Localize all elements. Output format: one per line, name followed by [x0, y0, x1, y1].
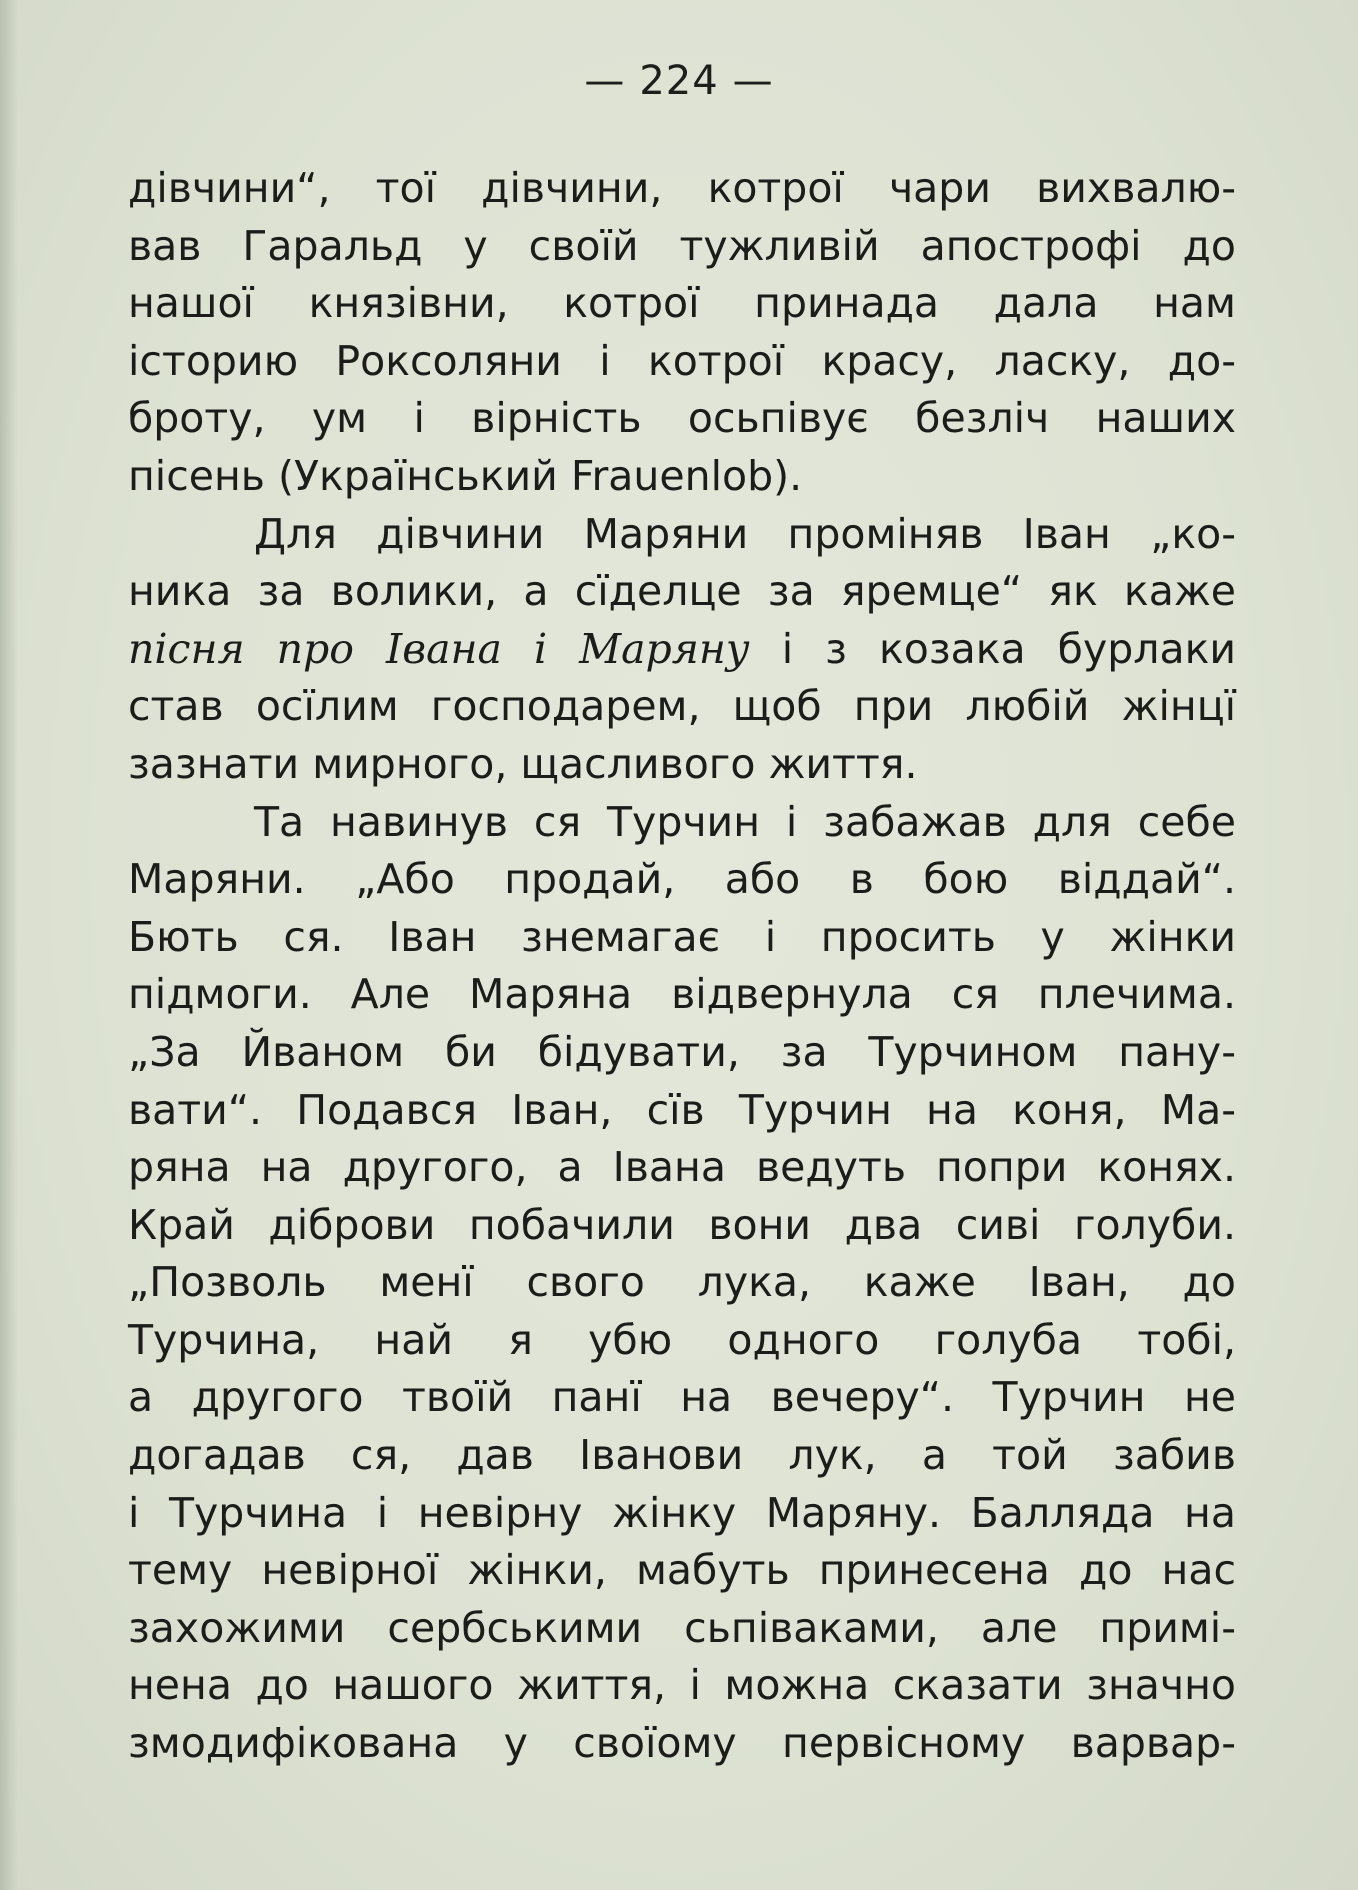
- text-line: нена до нашого життя, і можна сказати значно: [128, 1661, 1236, 1710]
- page-edge-shadow: [0, 0, 18, 1890]
- page-number: 224: [639, 58, 719, 104]
- page-number-dash-right: —: [732, 58, 774, 104]
- text-line: Край діброви побачили вони два сиві голуби.: [128, 1200, 1236, 1249]
- text-line: пісень (Український Frauenlob).: [128, 451, 803, 500]
- text-line: Бють ся. Іван знемагає і просить у жінки: [128, 912, 1236, 961]
- text-line: „Позволь менї свого лука, каже Іван, до: [128, 1258, 1236, 1307]
- text-line-with-title: [128, 621, 1236, 679]
- text-line: Для дівчини Маряни проміняв Іван „ко-: [254, 509, 1236, 558]
- text-line: а другого твоїй панї на вечеру“. Турчин не: [128, 1373, 1236, 1422]
- text-line: броту, ум і вірність осьпівує безліч наших: [128, 394, 1236, 443]
- text-line: Маряни. „Або продай, або в бою віддай“.: [128, 855, 1236, 904]
- text-line: підмоги. Але Маряна відвернула ся плечима.: [128, 970, 1236, 1019]
- text-line-rest: і з козака бурлаки: [781, 624, 1236, 673]
- body-text: [128, 160, 1236, 1773]
- text-line: тему невірної жінки, мабуть принесена до нас: [128, 1546, 1236, 1595]
- text-line: зазнати мирного, щасливого життя.: [128, 739, 918, 788]
- text-line: історию Роксоляни і котрої красу, ласку, до-: [128, 336, 1236, 385]
- song-title: пісня про Івана і Маряну: [128, 624, 750, 673]
- text-line: ряна на другого, а Івана ведуть попри конях.: [128, 1143, 1236, 1192]
- text-line: став осїлим господарем, щоб при любій жінцї: [128, 682, 1236, 731]
- text-line: змодифікована у своїому первісному варвар-: [128, 1719, 1236, 1768]
- text-line: догадав ся, дав Іванови лук, а той забив: [128, 1431, 1236, 1480]
- text-line: Турчина, най я убю одного голуба тобі,: [128, 1315, 1236, 1364]
- page-number-header: [0, 58, 1358, 104]
- page-number-dash-left: —: [584, 58, 626, 104]
- text-line: ника за волики, а сїделце за яремце“ як каже: [128, 567, 1236, 616]
- text-line: і Турчина і невірну жінку Маряну. Балляда на: [128, 1488, 1236, 1537]
- text-line: вав Гаральд у своїй тужливій апострофі до: [128, 221, 1236, 270]
- text-line: „За Йваном би бідувати, за Турчином пану-: [128, 1027, 1236, 1076]
- text-line: дівчини“, тої дівчини, котрої чари вихвалю-: [128, 164, 1236, 212]
- text-line: вати“. Подався Іван, сїв Турчин на коня, Ма-: [128, 1085, 1236, 1134]
- text-line: Та навинув ся Турчин і забажав для себе: [254, 797, 1236, 846]
- text-line: захожими сербськими сьпіваками, але примі-: [128, 1603, 1236, 1652]
- text-line: нашої князівни, котрої принада дала нам: [128, 279, 1236, 328]
